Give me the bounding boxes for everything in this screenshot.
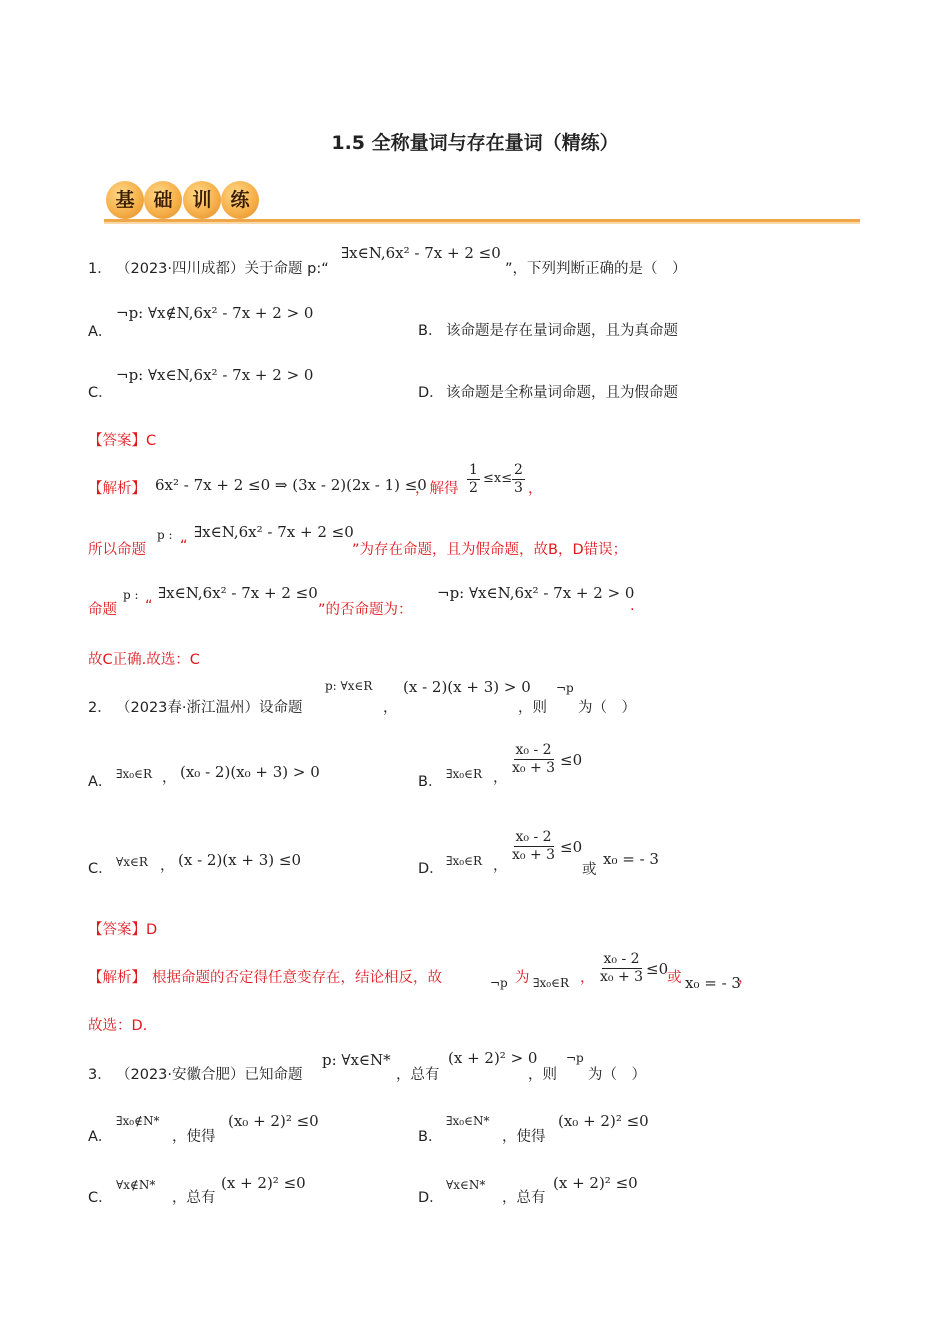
option-c-quantifier: ∀x∉N* <box>116 1178 156 1192</box>
page-title: 1.5 全称量词与存在量词（精练） <box>331 132 619 154</box>
option-c-label: C． <box>88 385 113 401</box>
proposition-p-math: p: ∀x∈R <box>325 679 373 693</box>
option-b-sep: ，使得 <box>502 1129 546 1145</box>
proposition-inequality: (x + 2)² > 0 <box>448 1049 538 1067</box>
option-a-label: A． <box>88 324 113 340</box>
analysis-line3-math: ∃x∈N,6x² - 7x + 2 ≤0 <box>158 584 318 602</box>
analysis-text: 根据命题的否定得任意变存在，结论相反，故 <box>152 970 442 986</box>
negation-p: ¬p <box>556 681 574 695</box>
analysis-sep: ， <box>580 970 595 986</box>
quote-open: “ <box>145 598 153 614</box>
banner-char-2: 础 <box>144 181 182 219</box>
option-b-quantifier: ∃x₀∈N* <box>446 1114 490 1128</box>
negation-p: ¬p <box>490 976 508 990</box>
fraction-denominator: x₀ + 3 <box>512 760 556 776</box>
analysis-end: ， <box>528 481 543 497</box>
period: . <box>630 598 635 614</box>
analysis-math: x₀ = - 3 <box>685 974 741 992</box>
fraction-denominator: 2 <box>469 480 478 496</box>
banner-char-4: 练 <box>221 181 259 219</box>
analysis-line3-b: ”的否命题为： <box>318 602 413 618</box>
mid-text: ，总有 <box>396 1067 440 1083</box>
option-b-label: B． <box>418 323 443 339</box>
option-b-text: 该命题是存在量词命题，且为真命题 <box>446 323 678 339</box>
question-source: （2023·安徽合肥）已知命题 <box>116 1067 303 1083</box>
answer: 【答案】D <box>88 922 158 938</box>
option-a-quantifier: ∃x₀∉N* <box>116 1114 160 1128</box>
fraction-denominator: 3 <box>514 480 523 496</box>
option-c-sep: ， <box>160 858 175 874</box>
proposition-inequality: (x - 2)(x + 3) > 0 <box>403 678 531 696</box>
option-b-relation: ≤0 <box>560 751 583 769</box>
proposition-p: p : <box>123 588 139 602</box>
option-a-label: A． <box>88 1129 113 1145</box>
option-a-math: (x₀ + 2)² ≤0 <box>228 1112 319 1130</box>
question-number: 1． <box>88 261 112 277</box>
analysis-math: 6x² - 7x + 2 ≤0 ⇒ (3x - 2)(2x - 1) ≤0 <box>155 476 427 494</box>
option-b-label: B． <box>418 1129 443 1145</box>
fraction-numerator: 1 <box>469 462 478 478</box>
banner-char-3: 训 <box>183 181 221 219</box>
option-d-or: 或 <box>582 862 597 878</box>
negation-math: ¬p: ∀x∈N,6x² - 7x + 2 > 0 <box>437 584 635 602</box>
quote-open: “ <box>180 538 188 554</box>
question-tail: 为（ ） <box>588 1067 646 1083</box>
question-source: （2023春·浙江温州）设命题 <box>116 700 303 716</box>
fraction-denominator: x₀ + 3 <box>600 969 644 985</box>
analysis-label: 【解析】 <box>88 481 146 497</box>
analysis-line2-math: ∃x∈N,6x² - 7x + 2 ≤0 <box>194 523 354 541</box>
fraction-numerator: x₀ - 2 <box>515 742 552 758</box>
option-c-math: (x - 2)(x + 3) ≤0 <box>178 851 302 869</box>
option-c-sep: ，总有 <box>172 1190 216 1206</box>
analysis-relation: ≤0 <box>646 960 669 978</box>
option-c-quantifier: ∀x∈R <box>116 855 148 869</box>
option-c-math: (x + 2)² ≤0 <box>221 1174 306 1192</box>
then-text: ，则 <box>528 1067 557 1083</box>
option-d-math: (x + 2)² ≤0 <box>553 1174 638 1192</box>
conclusion: 故选：D. <box>88 1018 148 1034</box>
fraction-denominator: x₀ + 3 <box>512 847 556 863</box>
analysis-line2-a: 所以命题 <box>88 542 146 558</box>
option-b-math: (x₀ + 2)² ≤0 <box>558 1112 649 1130</box>
option-d-quantifier: ∃x₀∈R <box>446 854 483 868</box>
option-d-label: D． <box>418 1190 444 1206</box>
answer: 【答案】C <box>88 433 157 449</box>
fraction-numerator: 2 <box>514 462 523 478</box>
comma: ， <box>383 700 398 716</box>
analysis-or: 或 <box>667 970 682 986</box>
question-source: （2023·四川成都）关于命题 p:“ <box>116 261 329 277</box>
analysis-end: ， <box>738 970 753 986</box>
question-tail: 为（ ） <box>578 700 636 716</box>
fraction-two-thirds <box>512 462 525 497</box>
option-a-sep: ，使得 <box>172 1129 216 1145</box>
option-b-quantifier: ∃x₀∈R <box>446 767 483 781</box>
proposition-p: p : <box>157 528 173 542</box>
proposition-math: ∃x∈N,6x² - 7x + 2 ≤0 <box>341 244 501 262</box>
option-b-label: B． <box>418 774 443 790</box>
negation-p: ¬p <box>566 1051 584 1065</box>
inequality-middle: ≤x≤ <box>483 471 513 486</box>
option-b-sep: ， <box>493 770 508 786</box>
option-d-label: D． <box>418 385 444 401</box>
analysis-is: 为 <box>515 970 530 986</box>
option-d-relation: ≤0 <box>560 838 583 856</box>
question-number: 3． <box>88 1067 112 1083</box>
section-banner <box>104 181 860 225</box>
option-a-quantifier: ∃x₀∈R <box>116 767 153 781</box>
analysis-line2-b: ”为存在命题，且为假命题，故B，D错误； <box>352 542 628 558</box>
then-text: ，则 <box>518 700 547 716</box>
banner-char-1: 基 <box>106 181 144 219</box>
fraction-numerator: x₀ - 2 <box>603 951 640 967</box>
option-c-label: C． <box>88 1190 113 1206</box>
option-a-math: ¬p: ∀x∉N,6x² - 7x + 2 > 0 <box>116 304 314 322</box>
option-c-label: C． <box>88 861 113 877</box>
proposition-p-math: p: ∀x∈N* <box>322 1051 391 1069</box>
option-d-fraction <box>510 829 557 864</box>
option-d-text: 该命题是全称量词命题，且为假命题 <box>446 385 678 401</box>
option-a-math: (x₀ - 2)(x₀ + 3) > 0 <box>180 763 320 781</box>
analysis-text: ，解得 <box>415 481 459 497</box>
option-d-quantifier: ∀x∈N* <box>446 1178 486 1192</box>
option-d-sep: ，总有 <box>502 1190 546 1206</box>
option-d-sep: ， <box>493 858 508 874</box>
option-d-math: x₀ = - 3 <box>603 850 659 868</box>
option-a-sep: ， <box>162 770 177 786</box>
question-number: 2． <box>88 700 112 716</box>
option-c-math: ¬p: ∀x∈N,6x² - 7x + 2 > 0 <box>116 366 314 384</box>
option-b-fraction <box>510 742 557 777</box>
option-d-label: D． <box>418 861 444 877</box>
analysis-line3-a: 命题 <box>88 602 117 618</box>
option-a-label: A． <box>88 774 113 790</box>
fraction-numerator: x₀ - 2 <box>515 829 552 845</box>
analysis-fraction <box>598 951 645 986</box>
fraction-one-half <box>467 462 480 497</box>
conclusion: 故C正确.故选：C <box>88 652 200 668</box>
question-tail: ”，下列判断正确的是（ ） <box>505 261 687 277</box>
analysis-quantifier: ∃x₀∈R <box>533 976 570 990</box>
banner-underline-shadow <box>104 222 860 224</box>
analysis-label: 【解析】 <box>88 970 146 986</box>
